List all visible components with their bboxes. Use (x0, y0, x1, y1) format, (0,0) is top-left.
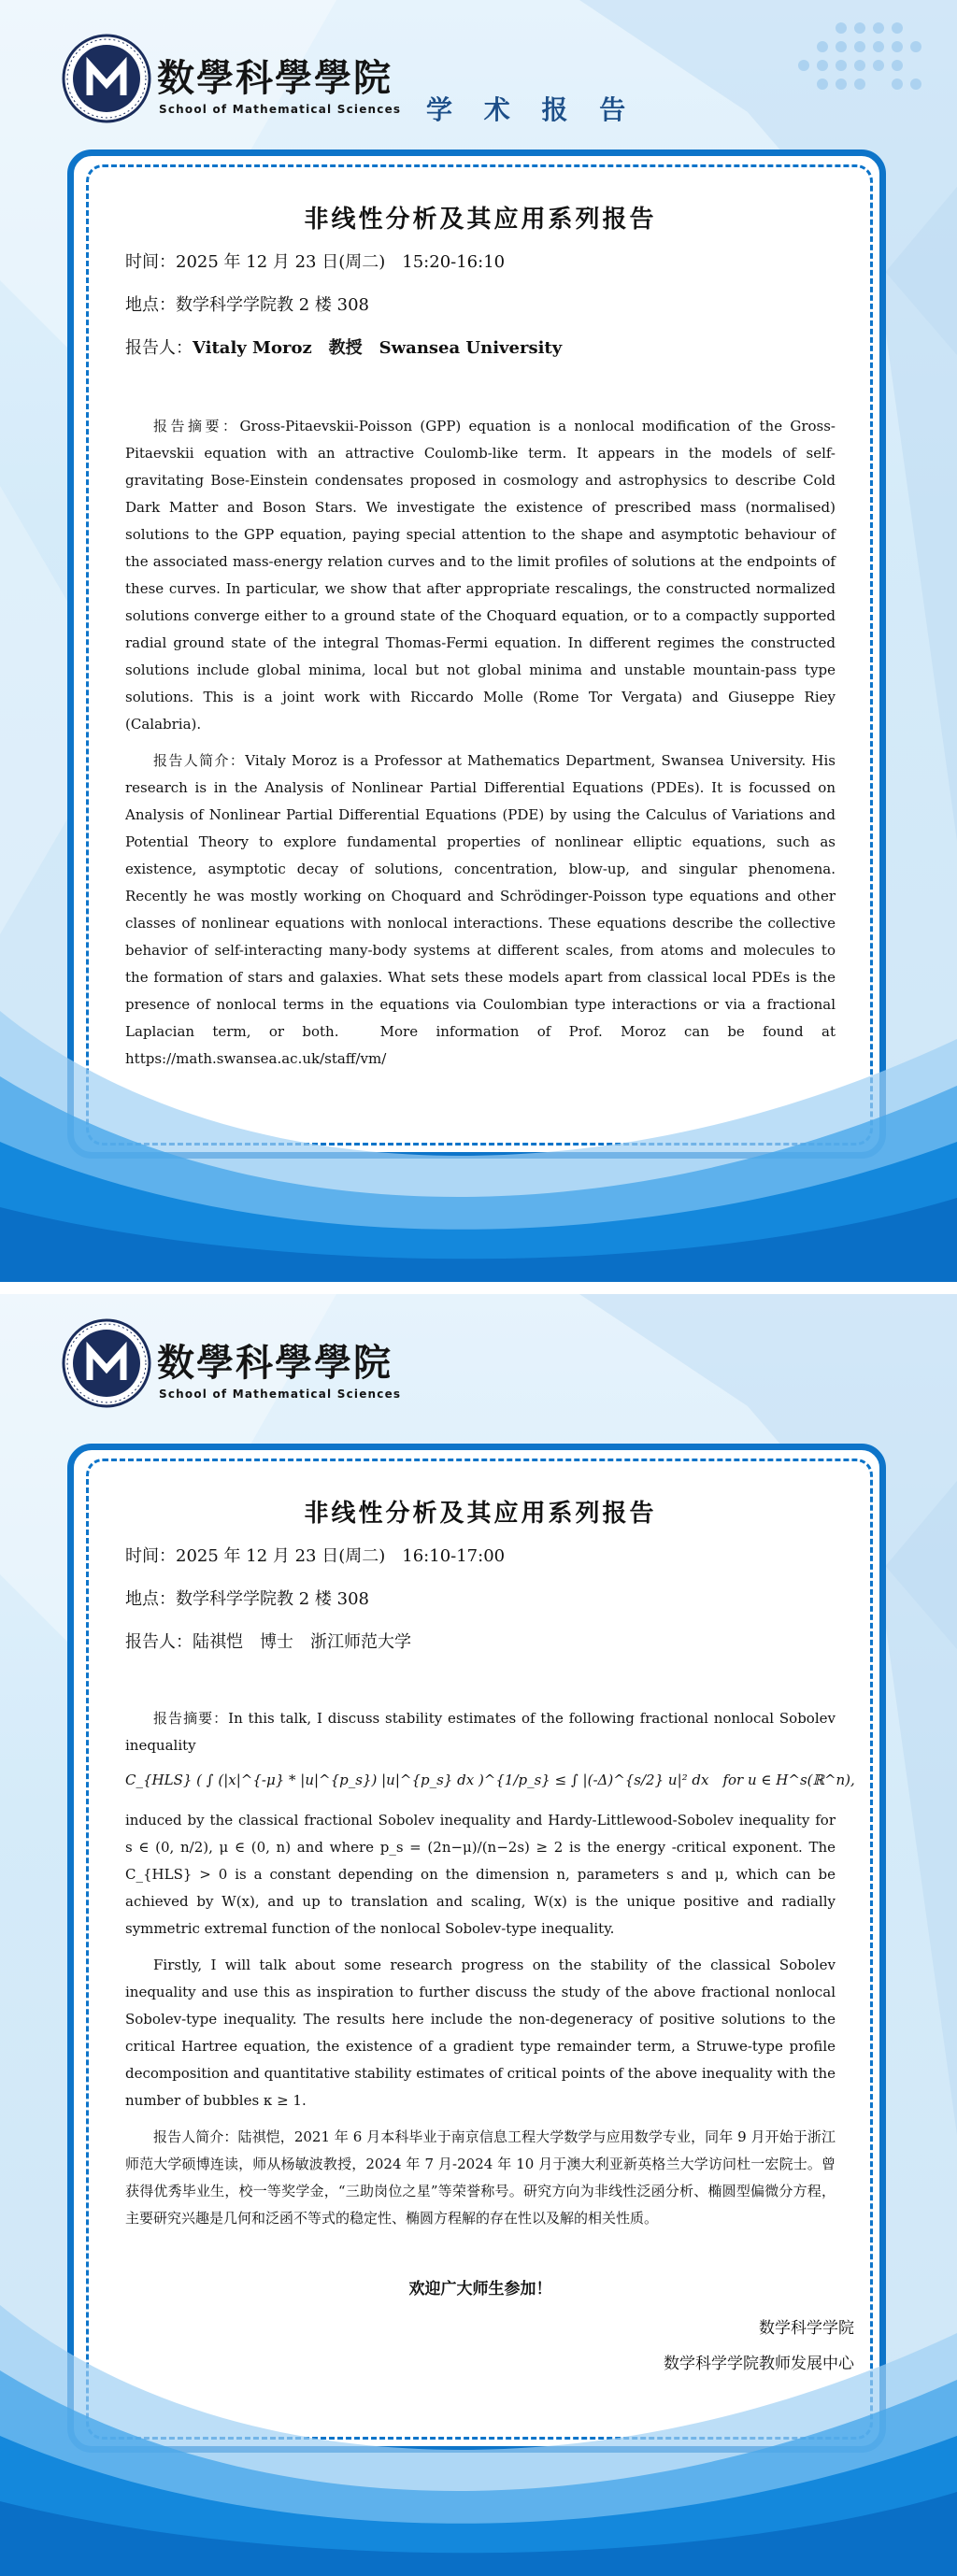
school-name-cn: 数學科學學院 (157, 1341, 393, 1385)
poster-1 (0, 0, 957, 1282)
school-name-en: School of Mathematical Sciences (159, 1388, 402, 1401)
report-place: 地点：数学科学学院教 2 楼 308 (125, 295, 369, 315)
report-time: 时间：2025 年 12 月 23 日(周二) 16:10-17:00 (125, 1546, 506, 1566)
bio-label: 报告人简介： (153, 752, 246, 769)
welcome-text: 欢迎广大师生参加！ (408, 2280, 552, 2298)
abstract-label: 报告摘要： (153, 1710, 229, 1727)
abstract-label: 报告摘要： (153, 418, 240, 434)
sobolev-inequality-formula: C_{HLS} ( ∫ (|x|^{-μ} * |u|^{p_s}) |u|^{p_s} dx )^{1/p_s} ≤ ∫ |(-Δ)^{s/2} u|² dx for u ∈ H^s(ℝ^n), (125, 1772, 855, 1788)
report-speaker: 报告人：陆祺恺 博士 浙江师范大学 (125, 1632, 411, 1652)
abstract-paragraph-2: induced by the classical fractional Sobolev inequality and Hardy-Littlewood-Sobolev inequality for s ∈ (0, n/2), μ ∈ (0, n) and where p_s = (2n−μ)/(n−2s) ≥ 2 is the energy -critical exponent. The C_{HLS} > 0 is a constant depending on the dimension n, parameters s and μ, which can be achieved by W(x), and up to translation and scaling, W(x) is the unique positive and radially symmetric extremal function of the nonlocal Sobolev-type inequality. (125, 1812, 836, 1937)
school-logo-block (62, 1318, 482, 1412)
school-seal-icon (62, 34, 151, 123)
report-time: 时间：2025 年 12 月 23 日(周二) 15:20-16:10 (125, 252, 506, 272)
report-tag: 学 术 报 告 (426, 94, 637, 125)
report-place: 地点：数学科学学院教 2 楼 308 (125, 1589, 369, 1609)
abstract-paragraph-3: Firstly, I will talk about some research progress on the stability of the classical Sobolev inequality and use this as inspiration to further discuss the study of the above fractional nonlocal Sobolev-type inequality. The results here include the non-degeneracy of positive solutions to the critical Hartree equation, the existence of a gradient type remainder term, a Struwe-type profile decomposition and quantitative stability estimates of critical points of the above inequality with the number of bubbles κ ≥ 1. (125, 1957, 836, 2109)
school-name-en: School of Mathematical Sciences (159, 103, 402, 116)
bio-label: 报告人简介： (153, 2128, 238, 2145)
bottom-wave (0, 974, 957, 1282)
organizer-1: 数学科学学院 (759, 2319, 854, 2338)
abstract-paragraph (125, 413, 836, 738)
report-speaker-line (125, 334, 562, 359)
abstract-text: Gross-Pitaevskii-Poisson (GPP) equation is a nonlocal modification of the Gross-Pitaevskii equation with an attractive Coulomb-like term. It appears in the models of self-gravitating Bose-Einstein condensates proposed in cosmology and astrophysics to describe Cold Dark Matter and Boson Stars. We investigate the existence of prescribed mass (normalised) solutions to the GPP equation, paying special attention to the shape and asymptotic behaviour of the associated mass-energy relation curves and to the limit profiles of solutions at the endpoints of these curves. In particular, we show that after appropriate rescalings, the constructed normalized solutions converge either to a ground state of the Choquard equation, or to a compactly supported radial ground state of the integral Thomas-Fermi equation. In different regimes the constructed solutions include global minima, local but not global minima and unstable mountain-pass type solutions. This is a joint work with Riccardo Molle (Rome Tor Vergata) and Giuseppe Riey (Calabria). (125, 418, 836, 733)
speaker-name: Vitaly Moroz 教授 Swansea University (193, 338, 563, 358)
bio-paragraph (125, 2124, 836, 2232)
organizer-2: 数学科学学院教师发展中心 (664, 2355, 854, 2373)
bio-text: 陆祺恺，2021 年 6 月本科毕业于南京信息工程大学数学与应用数学专业，同年 9 月开始于浙江师范大学硕博连读，师从杨敏波教授，2024 年 7 月-2024 年 10 月于澳大利亚新英格兰大学访问杜一宏院士。曾获得优秀毕业生，校一等奖学金，“三助岗位之星”等荣誉称号。研究方向为非线性泛函分析、椭圆型偏微分方程，主要研究兴趣是几何和泛函不等式的稳定性、椭圆方程解的存在性以及解的相关性质。 (125, 2128, 836, 2227)
school-name-cn: 数學科學學院 (157, 56, 393, 100)
report-body (125, 1705, 855, 2242)
report-title: 非线性分析及其应用系列报告 (304, 1500, 657, 1528)
poster-2 (0, 1294, 957, 2576)
abstract-intro: In this talk, I discuss stability estimates of the following fractional nonlocal Sobolev inequality (125, 1710, 836, 1754)
bio-text: Vitaly Moroz is a Professor at Mathematics Department, Swansea University. His research is in the Analysis of Nonlinear Partial Differential Equations (PDEs). It is focussed on Analysis of Nonlinear Partial Differential Equations (PDE) by using the Calculus of Variations and Potential Theory to explore fundamental properties of nonlinear elliptic equations, such as existence, asymptotic decay of solutions, concentration, blow-up, and singular phenomena. Recently he was mostly working on Choquard and Schrödinger-Poisson type equations and other classes of nonlinear equations with nonlocal interactions. These equations describe the collective behavior of self-interacting many-body systems at different scales, from atoms and molecules to the formation of stars and galaxies. What sets these models apart from classical local PDEs is the presence of nonlocal terms in the equations via Coulombian type interactions or via a fractional Laplacian term, or both. More information of Prof. Moroz can be found at https://math.swansea.ac.uk/staff/vm/ (125, 752, 836, 1067)
bottom-wave (0, 2268, 957, 2576)
school-seal-icon (62, 1318, 151, 1408)
speaker-label: 报告人： (125, 338, 193, 358)
abstract-paragraph (125, 1705, 836, 1759)
school-logo-block (62, 34, 482, 127)
report-title: 非线性分析及其应用系列报告 (304, 206, 657, 234)
